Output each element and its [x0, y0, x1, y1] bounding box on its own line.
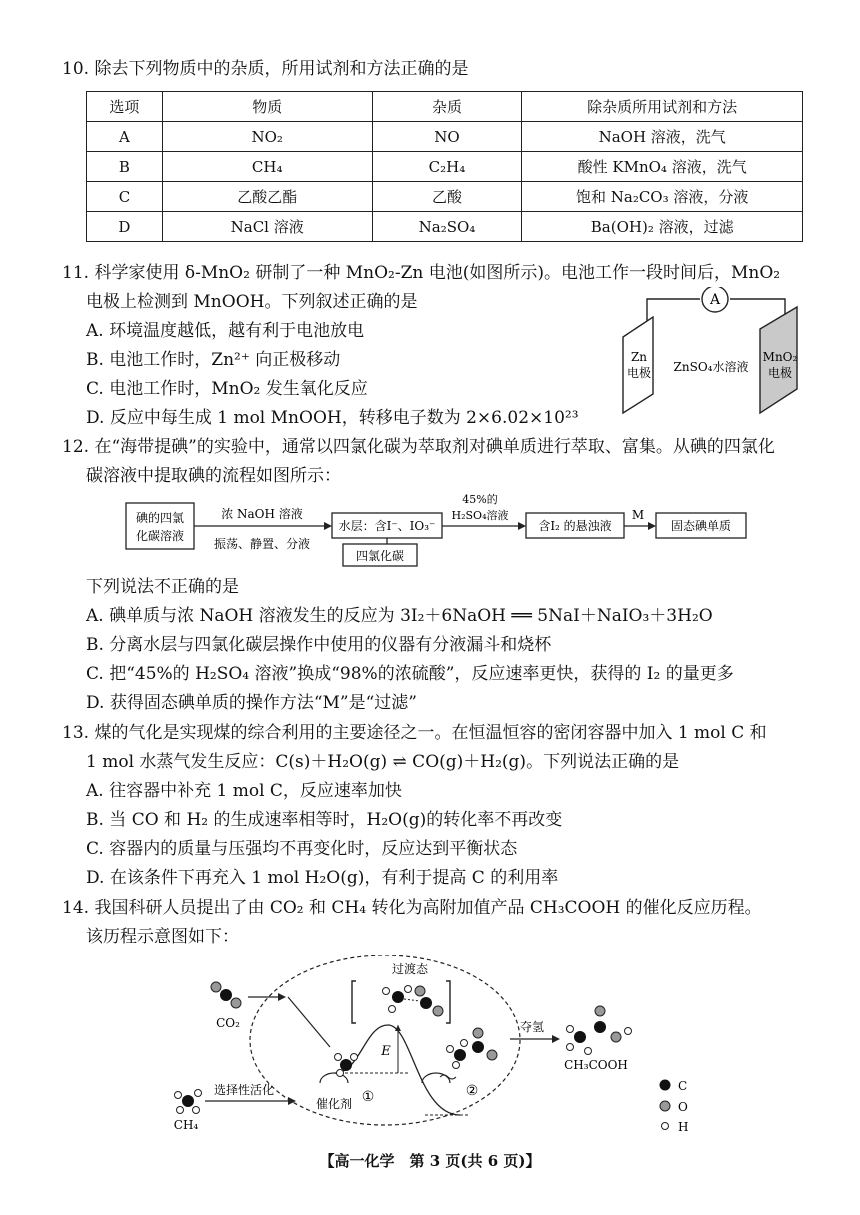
q13-option-d: D. 在该条件下再充入 1 mol H₂O(g)，有利于提高 C 的利用率 [86, 868, 559, 888]
carbon-atom-icon [472, 1041, 484, 1053]
legend-oxygen-icon [660, 1101, 670, 1111]
product-label: CH₃COOH [564, 1058, 628, 1072]
catalyst-surface [320, 1073, 348, 1083]
energy-label: E [381, 1044, 391, 1059]
table-cell: D [87, 212, 163, 242]
flow-box-aqueous-label: 水层：含I⁻、IO₃⁻ [338, 519, 436, 533]
table-cell: C [87, 182, 163, 212]
legend-oxygen-label: O [678, 1100, 688, 1114]
flow-box-start-line2: 化碳溶液 [135, 529, 185, 543]
zn-electrode-label: 电极 [626, 366, 652, 380]
zn-electrode [623, 317, 653, 413]
hydrogen-atom-icon [447, 1046, 454, 1053]
q13-option-b: B. 当 CO 和 H₂ 的生成速率相等时，H₂O(g)的转化率不再改变 [86, 810, 563, 830]
carbon-atom-icon [574, 1031, 586, 1043]
table-cell: C₂H₄ [372, 152, 522, 182]
flow-arrow-1-operation: 振荡、静置、分液 [213, 537, 311, 551]
table-cell: B [87, 152, 163, 182]
q10-table [86, 91, 803, 242]
zn-label: Zn [630, 350, 648, 364]
hydrogen-atom-icon [453, 1062, 460, 1069]
mno2-label: MnO₂ [762, 350, 798, 364]
table-cell: 乙酸 [372, 182, 522, 212]
hydrogen-atom-icon [389, 1006, 396, 1013]
q12-option-a: A. 碘单质与浓 NaOH 溶液发生的反应为 3I₂＋6NaOH ══ 5NaI＋NaIO₃＋3H₂O [86, 606, 713, 626]
arrow-head-icon [278, 993, 286, 1001]
flow-arrow-2-concentration: 45%的 [462, 493, 498, 506]
q14-stem-line2: 该历程示意图如下： [86, 927, 239, 947]
bracket-right [446, 981, 450, 1023]
flow-arrow-2-reagent: H₂SO₄溶液 [451, 509, 509, 522]
hydrogen-atom-icon [195, 1090, 202, 1097]
arrow-head-icon [518, 522, 526, 530]
arrow-head-icon [324, 522, 332, 530]
carbon-atom-icon [340, 1059, 352, 1071]
table-cell: A [87, 122, 163, 152]
legend-carbon-label: C [678, 1079, 688, 1093]
oxygen-atom-icon [595, 1006, 605, 1016]
header-cell: 除杂质所用试剂和方法 [522, 92, 803, 122]
q13-stem-line2: 1 mol 水蒸气发生反应：C(s)＋H₂O(g) ⇌ CO(g)＋H₂(g)。下列说法正确的是 [86, 752, 680, 772]
arrow-head-icon [552, 1035, 560, 1043]
table-cell: NO₂ [162, 122, 372, 152]
ch4-label: CH₄ [173, 1118, 199, 1132]
table-row [87, 122, 803, 152]
table-cell: CH₄ [162, 152, 372, 182]
q12-stem-line2: 碳溶液中提取碘的流程如图所示： [86, 466, 341, 486]
q11-option-a: A. 环境温度越低，越有利于电池放电 [86, 321, 365, 341]
reaction-mechanism-diagram [160, 955, 720, 1135]
table-cell: Na₂SO₄ [372, 212, 522, 242]
legend-hydrogen-label: H [678, 1120, 689, 1134]
q10-stem: 10. 除去下列物质中的杂质，所用试剂和方法正确的是 [62, 59, 469, 79]
ammeter-label: A [709, 292, 721, 308]
flow-arrow-3-label: M [631, 508, 645, 522]
wire-left [647, 299, 700, 329]
table-cell: Ba(OH)₂ 溶液，过滤 [522, 212, 803, 242]
table-cell: NaOH 溶液，洗气 [522, 122, 803, 152]
table-cell: 酸性 KMnO₄ 溶液，洗气 [522, 152, 803, 182]
oxygen-atom-icon [433, 1006, 443, 1016]
hydrogen-atom-icon [405, 986, 412, 993]
header-cell: 选项 [87, 92, 163, 122]
table-header-row [87, 92, 803, 122]
q11-option-c: C. 电池工作时，MnO₂ 发生氧化反应 [86, 379, 368, 399]
mno2-electrode-label: 电极 [767, 366, 793, 380]
activation-label: 选择性活化 [213, 1083, 275, 1097]
hydrogen-atom-icon [175, 1092, 182, 1099]
q12-stem-line1: 12. 在“海带提碘”的实验中，通常以四氯化碳为萃取剂对碘单质进行萃取、富集。从碘的四氯化 [62, 437, 775, 457]
table-row [87, 212, 803, 242]
flow-box-solid-iodine-label: 固态碘单质 [670, 519, 732, 533]
hydrogen-atom-icon [567, 1026, 574, 1033]
table-row [87, 152, 803, 182]
carbon-atom-icon [220, 989, 232, 1001]
iodine-flow-diagram [110, 490, 750, 570]
q12-lead: 下列说法不正确的是 [86, 577, 239, 597]
oxygen-atom-icon [415, 986, 425, 996]
flow-arrow-1-reagent: 浓 NaOH 溶液 [221, 507, 303, 521]
table-row [87, 182, 803, 212]
table-cell: 乙酸乙酯 [162, 182, 372, 212]
q12-option-d: D. 获得固态碘单质的操作方法“M”是“过滤” [86, 693, 418, 713]
hydrogen-atom-icon [625, 1028, 632, 1035]
legend-hydrogen-icon [662, 1123, 669, 1130]
electrolyte-label: ZnSO₄水溶液 [673, 360, 749, 374]
carbon-atom-icon [392, 991, 404, 1003]
table-cell: 饱和 Na₂CO₃ 溶液，分液 [522, 182, 803, 212]
q13-option-a: A. 往容器中补充 1 mol C，反应速率加快 [86, 781, 402, 801]
wire-right [730, 299, 785, 317]
oxygen-atom-icon [473, 1028, 483, 1038]
q12-option-c: C. 把“45%的 H₂SO₄ 溶液”换成“98%的浓硫酸”，反应速率更快，获得的 I₂ 的量更多 [86, 664, 734, 684]
flow-box-start-line1: 碘的四氯 [135, 511, 185, 525]
oxygen-atom-icon [231, 998, 241, 1008]
hydrogen-atom-icon [337, 1070, 344, 1077]
catalyst-label: 催化剂 [315, 1097, 353, 1111]
header-cell: 物质 [162, 92, 372, 122]
hydrogen-atom-icon [383, 988, 390, 995]
carbon-atom-icon [454, 1049, 466, 1061]
q11-option-b: B. 电池工作时，Zn²⁺ 向正极移动 [86, 350, 341, 370]
arrow-co2-in [288, 997, 330, 1047]
hydrogen-atom-icon [567, 1044, 574, 1051]
transition-state-label: 过渡态 [391, 962, 429, 976]
bracket-left [352, 981, 356, 1023]
carbon-atom-icon [420, 997, 432, 1009]
q11-stem-line2: 电极上检测到 MnOOH。下列叙述正确的是 [86, 292, 418, 312]
catalyst-surface [422, 1073, 450, 1083]
hydrogen-atom-icon [177, 1107, 184, 1114]
legend-carbon-icon [660, 1080, 671, 1091]
hydrogen-atom-icon [461, 1040, 468, 1047]
arrow-head-icon [648, 522, 656, 530]
q11-stem-line1: 11. 科学家使用 δ-MnO₂ 研制了一种 MnO₂-Zn 电池(如图所示)。电池工作一段时间后，MnO₂ [62, 263, 781, 283]
oxygen-atom-icon [487, 1050, 497, 1060]
flow-box-suspension-label: 含I₂ 的悬浊液 [538, 519, 612, 533]
hydrogen-atom-icon [335, 1054, 342, 1061]
table-cell: NO [372, 122, 522, 152]
oxygen-atom-icon [211, 982, 221, 992]
table-cell: NaCl 溶液 [162, 212, 372, 242]
oxygen-atom-icon [611, 1032, 621, 1042]
hydrogen-atom-icon [585, 1048, 592, 1055]
q11-option-d: D. 反应中每生成 1 mol MnOOH，转移电子数为 2×6.02×10²³ [86, 408, 579, 428]
q14-stem-line1: 14. 我国科研人员提出了由 CO₂ 和 CH₄ 转化为高附加值产品 CH₃COOH 的催化反应历程。 [62, 898, 762, 918]
flow-box-ccl4-label: 四氯化碳 [355, 549, 405, 563]
q12-option-b: B. 分离水层与四氯化碳层操作中使用的仪器有分液漏斗和烧杯 [86, 635, 552, 655]
carbon-atom-icon [182, 1095, 194, 1107]
battery-diagram [615, 287, 825, 417]
step-1-label: ① [361, 1089, 375, 1105]
page-footer: 【高一化学 第 3 页(共 6 页)】 [319, 1152, 541, 1170]
hydrogen-atom-icon [193, 1107, 200, 1114]
dehydro-label: 夺氢 [519, 1020, 545, 1034]
carbon-atom-icon [594, 1021, 606, 1033]
header-cell: 杂质 [372, 92, 522, 122]
step-2-label: ② [465, 1083, 479, 1099]
q13-stem-line1: 13. 煤的气化是实现煤的综合利用的主要途径之一。在恒温恒容的密闭容器中加入 1 mol C 和 [62, 723, 767, 743]
hydrogen-atom-icon [351, 1054, 358, 1061]
q13-option-c: C. 容器内的质量与压强均不再变化时，反应达到平衡状态 [86, 839, 518, 859]
co2-label: CO₂ [216, 1016, 240, 1030]
forming-bond [404, 999, 420, 1001]
